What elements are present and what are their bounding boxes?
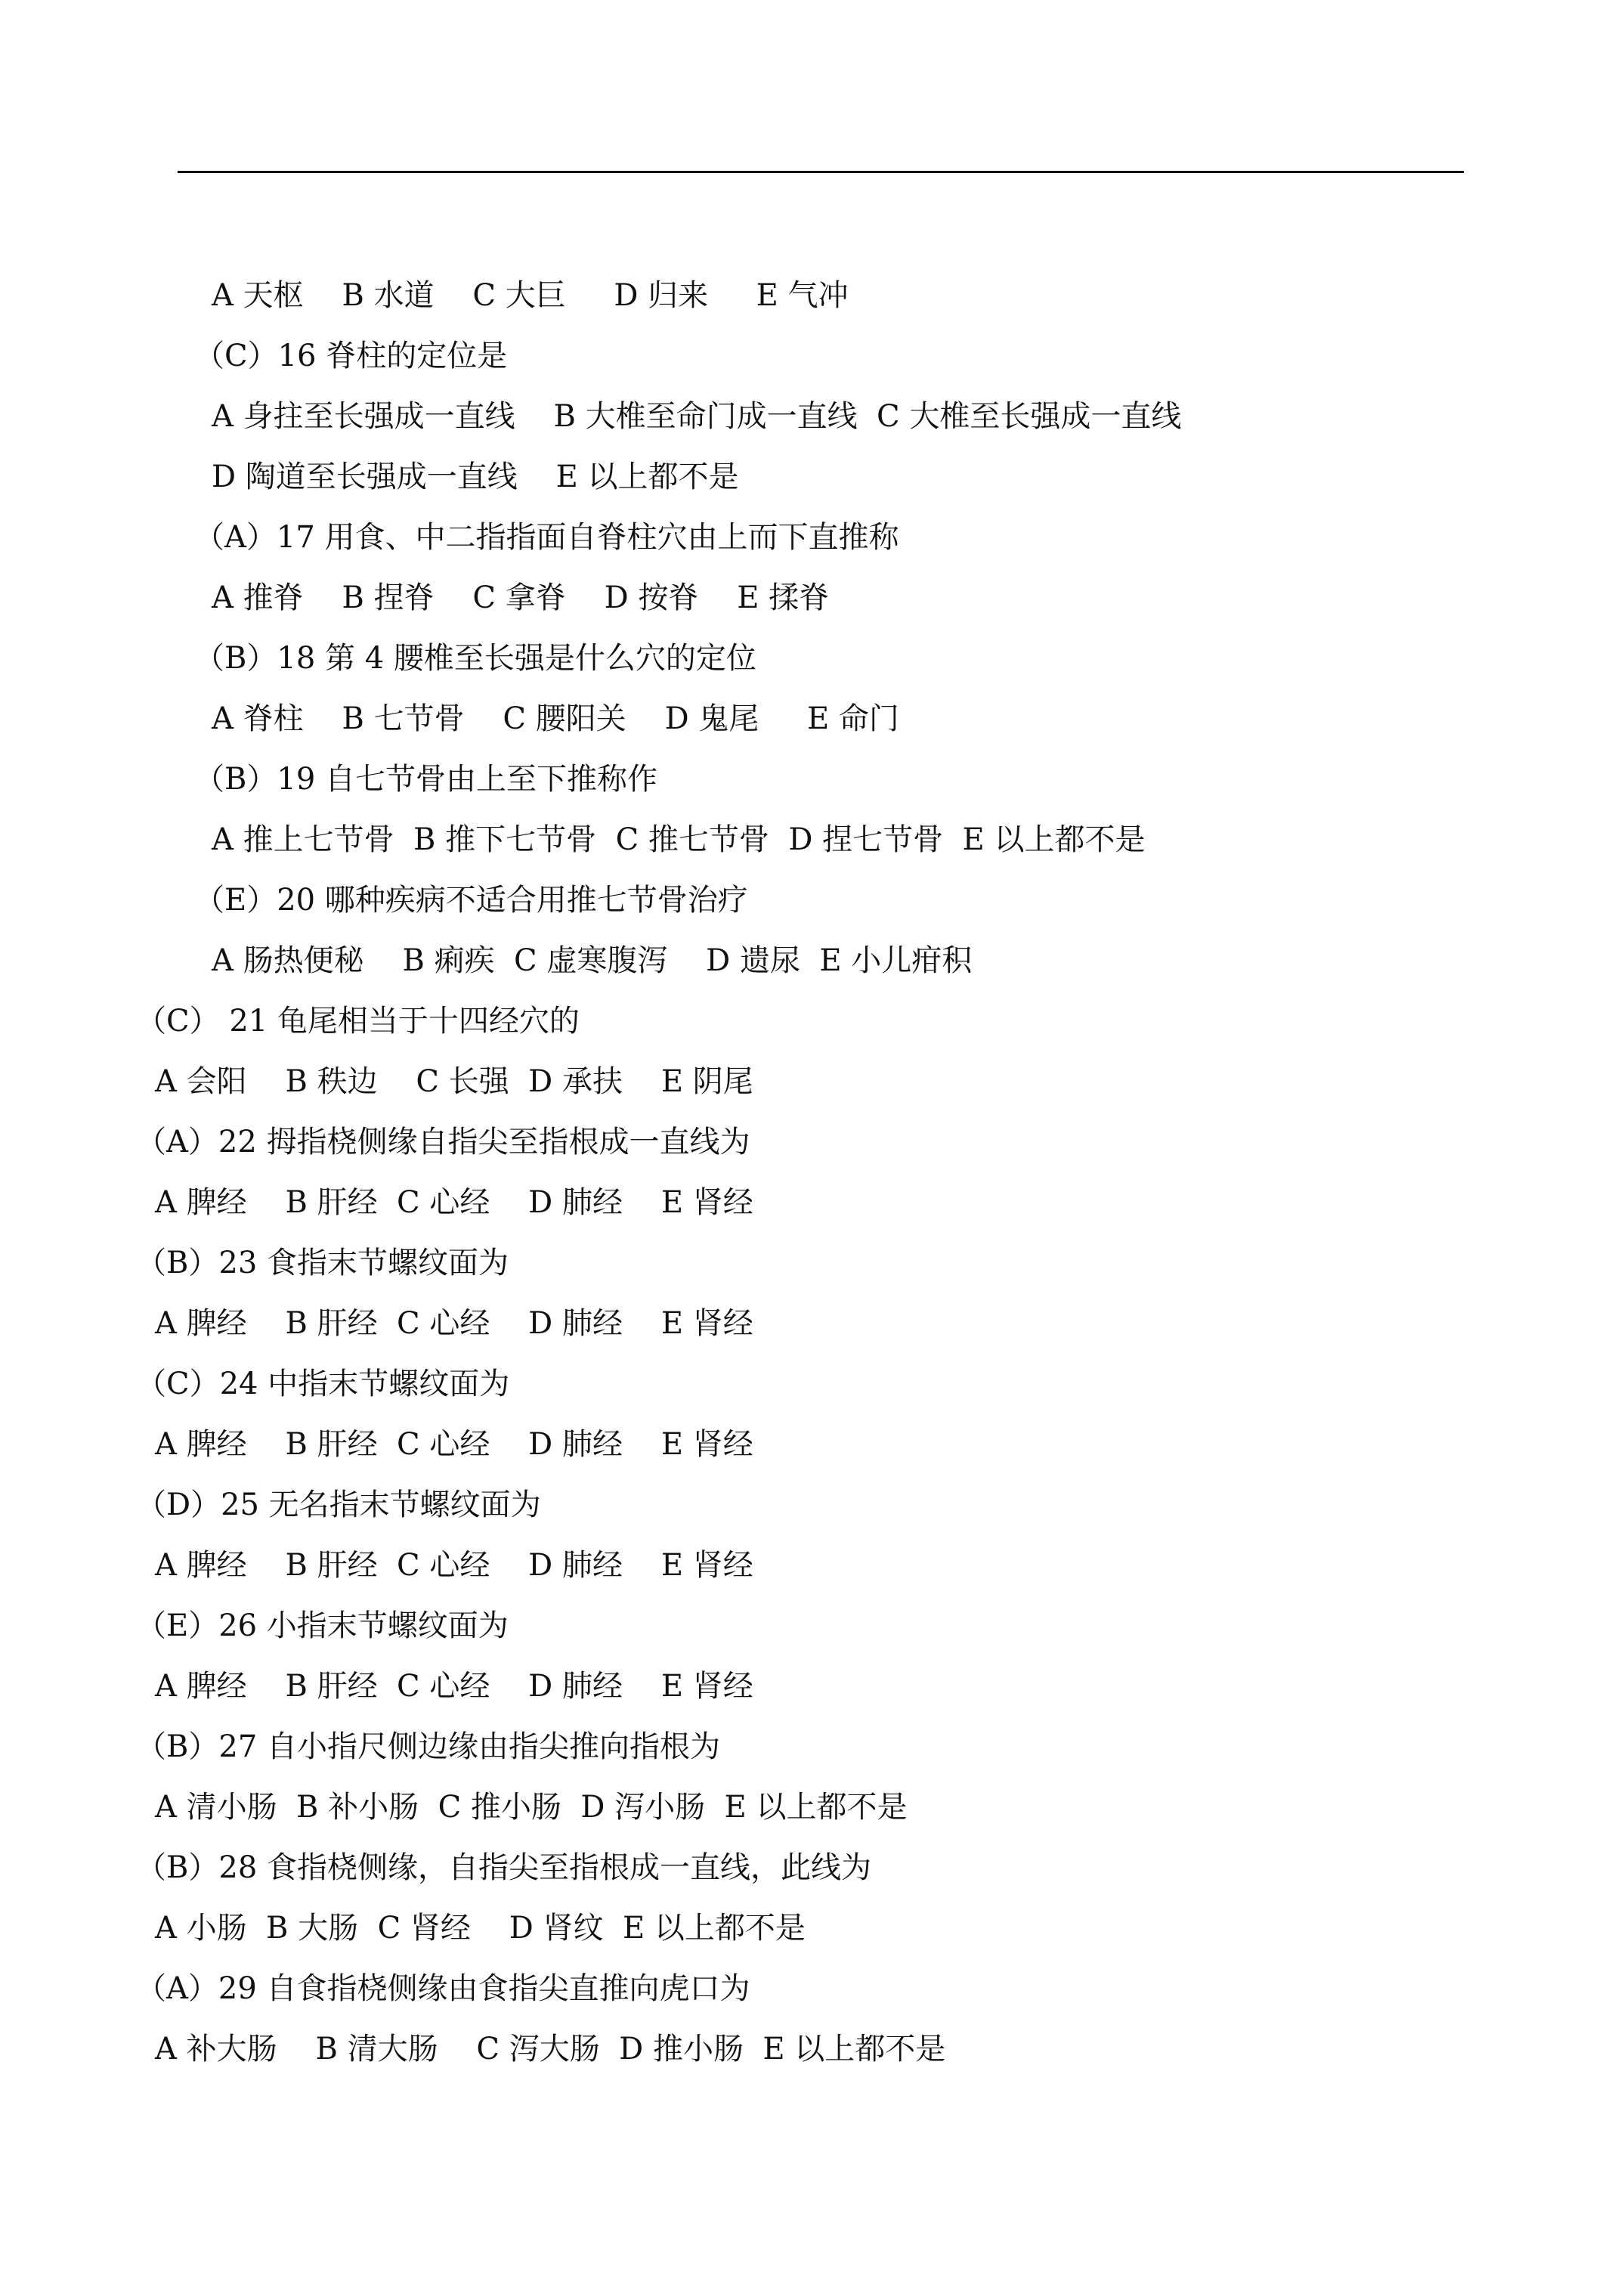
question-line: （B）27 自小指尺侧边缘由指尖推向指根为 <box>136 1729 721 1764</box>
question-line: （C）16 脊柱的定位是 <box>194 339 508 373</box>
question-line: （C） 21 龟尾相当于十四经穴的 <box>136 1004 580 1039</box>
option-line: D 陶道至长强成一直线 E 以上都不是 <box>212 460 739 494</box>
option-line: A 推上七节骨 B 推下七节骨 C 推七节骨 D 捏七节骨 E 以上都不是 <box>212 822 1146 857</box>
option-line: A 脾经 B 肝经 C 心经 D 肺经 E 肾经 <box>155 1185 753 1220</box>
question-line: （B）19 自七节骨由上至下推称作 <box>194 762 658 797</box>
option-line: A 补大肠 B 清大肠 C 泻大肠 D 推小肠 E 以上都不是 <box>155 2032 946 2066</box>
option-line: A 会阳 B 秩边 C 长强 D 承扶 E 阴尾 <box>155 1064 753 1099</box>
option-line: A 脾经 B 肝经 C 心经 D 肺经 E 肾经 <box>155 1669 753 1704</box>
option-line: A 肠热便秘 B 痢疾 C 虚寒腹泻 D 遗尿 E 小儿疳积 <box>212 943 973 978</box>
option-line: A 脾经 B 肝经 C 心经 D 肺经 E 肾经 <box>155 1548 753 1583</box>
option-line: A 天枢 B 水道 C 大巨 D 归来 E 气冲 <box>212 278 849 313</box>
question-line: （B）18 第 4 腰椎至长强是什么穴的定位 <box>194 641 756 676</box>
question-line: （E）26 小指末节螺纹面为 <box>136 1608 509 1643</box>
option-line: A 脾经 B 肝经 C 心经 D 肺经 E 肾经 <box>155 1306 753 1341</box>
option-line: A 小肠 B 大肠 C 肾经 D 肾纹 E 以上都不是 <box>155 1911 806 1946</box>
option-line: A 身拄至长强成一直线 B 大椎至命门成一直线 C 大椎至长强成一直线 <box>212 399 1182 434</box>
option-line: A 清小肠 B 补小肠 C 推小肠 D 泻小肠 E 以上都不是 <box>155 1790 908 1825</box>
option-line: A 脾经 B 肝经 C 心经 D 肺经 E 肾经 <box>155 1427 753 1462</box>
question-line: （C）24 中指末节螺纹面为 <box>136 1367 510 1401</box>
question-line: （A）17 用食、中二指指面自脊柱穴由上而下直推称 <box>194 520 899 555</box>
question-line: （E）20 哪种疾病不适合用推七节骨治疗 <box>194 883 748 918</box>
option-line: A 推脊 B 捏脊 C 拿脊 D 按脊 E 揉脊 <box>212 580 830 615</box>
question-line: （B）28 食指桡侧缘，自指尖至指根成一直线，此线为 <box>136 1850 872 1885</box>
option-line: A 脊柱 B 七节骨 C 腰阳关 D 鬼尾 E 命门 <box>212 701 899 736</box>
question-line: （D）25 无名指末节螺纹面为 <box>136 1488 541 1522</box>
question-line: （A）22 拇指桡侧缘自指尖至指根成一直线为 <box>136 1125 750 1159</box>
question-line: （B）23 食指末节螺纹面为 <box>136 1246 509 1280</box>
question-line: （A）29 自食指桡侧缘由食指尖直推向虎口为 <box>136 1971 750 2006</box>
